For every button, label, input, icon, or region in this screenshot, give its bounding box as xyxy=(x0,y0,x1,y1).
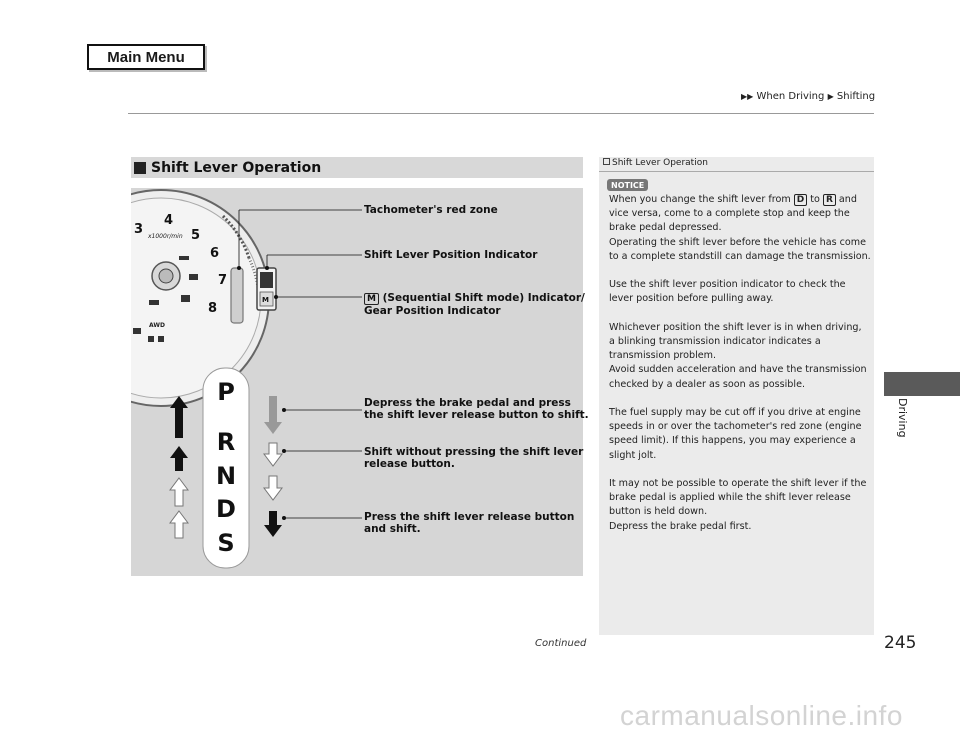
left-arrows xyxy=(170,396,188,538)
continued-label: Continued xyxy=(535,638,587,649)
notes-sidebar xyxy=(599,157,874,635)
r-key-badge: R xyxy=(823,194,836,206)
gauge-unit-label: x1000r/min xyxy=(148,233,183,240)
callout-depress-brake: Depress the brake pedal and press the shift lever release button to shift. xyxy=(364,397,589,421)
chapter-tab[interactable] xyxy=(884,372,960,396)
section-heading xyxy=(131,157,583,178)
watermark: carmanualsonline.info xyxy=(620,700,903,731)
note-paragraph: It may not be possible to operate the shift lever if the brake pedal is applied while the shift lever release button is held down. Depress the brake pedal first. xyxy=(609,478,867,532)
gauge-number: 6 xyxy=(210,246,220,261)
breadcrumb-arrow-icon: ▶ xyxy=(827,92,834,101)
note-paragraph: Whichever position the shift lever is in when driving, a blinking transmission indicator indicates a transmission problem. Avoid sudden acceleration and have the transmission checked by a dealer as soon as possible. xyxy=(609,321,867,390)
indicator-m-label: M xyxy=(262,296,269,304)
note-paragraph: When you change the shift lever from D to R and vice versa, come to a complete stop and keep the brake pedal depressed. Operating the shift lever before the vehicle has come to a complete standstill can damage the transmission. xyxy=(609,194,871,262)
callout-shift-without: Shift without pressing the shift lever release button. xyxy=(364,446,584,470)
main-menu-button[interactable]: Main Menu xyxy=(87,44,205,70)
note-square-icon xyxy=(603,158,610,165)
breadcrumb-item-when-driving[interactable]: When Driving xyxy=(756,91,825,102)
section-title: Shift Lever Operation xyxy=(151,159,322,176)
chapter-tab-label: Driving xyxy=(896,398,909,438)
gauge-number: 3 xyxy=(134,222,144,237)
note-paragraph: Use the shift lever position indicator to check the lever position before pulling away. xyxy=(609,279,846,305)
sidebar-title: Shift Lever Operation xyxy=(603,158,708,168)
tachometer-gauge xyxy=(131,190,269,406)
gauge-awd-label: AWD xyxy=(149,322,165,329)
gauge-number: 8 xyxy=(208,301,218,316)
d-key-badge: D xyxy=(794,194,807,206)
heading-square-icon xyxy=(134,162,146,174)
gate-letter-s: S xyxy=(217,529,235,557)
shift-gate xyxy=(203,368,249,568)
breadcrumb-arrow-icon: ▶▶ xyxy=(741,92,754,101)
callout-press-release: Press the shift lever release button and shift. xyxy=(364,511,575,535)
sidebar-divider xyxy=(599,171,874,172)
gate-letter-n: N xyxy=(215,462,237,490)
gate-letter-p: P xyxy=(217,378,235,406)
gear-position-indicator xyxy=(257,268,276,310)
m-key-badge: M xyxy=(364,293,379,305)
page-number: 245 xyxy=(884,633,917,653)
header-divider xyxy=(128,113,874,114)
callout-position-indicator: Shift Lever Position Indicator xyxy=(364,249,538,261)
note-paragraph: The fuel supply may be cut off if you drive at engine speeds in or over the tachometer's red zone (engine speed limit). If this happens, you may experience a slight jolt. xyxy=(609,407,862,461)
gauge-number: 7 xyxy=(218,273,228,288)
legend-arrows xyxy=(264,396,282,537)
notice-badge: NOTICE xyxy=(607,179,648,191)
gate-letter-d: D xyxy=(216,495,236,523)
callout-sequential-indicator: M (Sequential Shift mode) Indicator/ Gear Position Indicator xyxy=(364,292,585,317)
breadcrumb xyxy=(741,91,875,102)
sidebar-body xyxy=(609,193,871,534)
shift-lever-figure xyxy=(131,188,589,576)
callout-tachometer: Tachometer's red zone xyxy=(364,204,498,216)
gate-letter-r: R xyxy=(216,428,236,456)
gauge-number: 4 xyxy=(164,213,174,228)
gauge-number: 5 xyxy=(191,228,201,243)
breadcrumb-item-shifting[interactable]: Shifting xyxy=(836,91,876,102)
